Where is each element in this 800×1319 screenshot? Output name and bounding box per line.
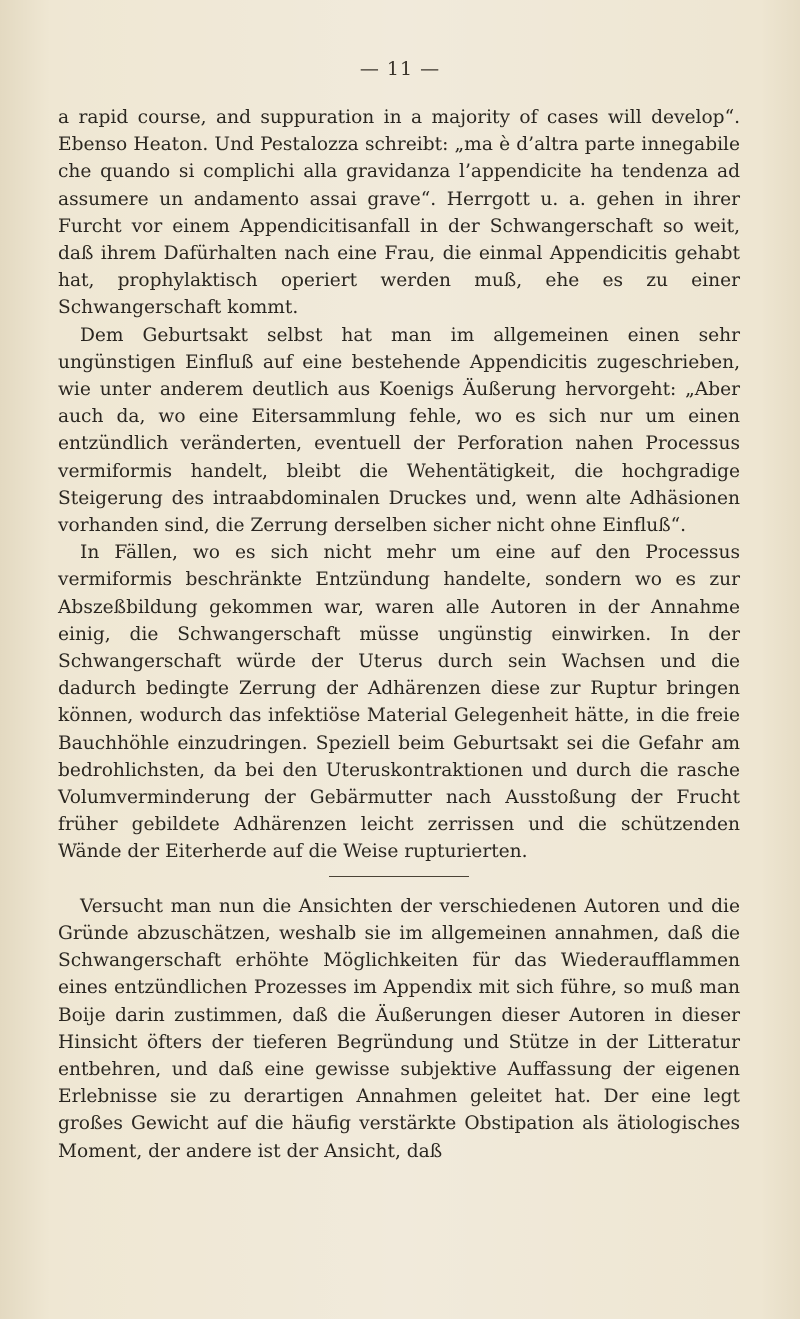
paragraph-2: Dem Geburtsakt selbst hat man im allgemeinen einen sehr ungünstigen Einfluß auf eine bestehende Appendicitis zugeschrieben, wie unter anderem deutlich aus Koenigs Äußerung hervorgeht: „Aber auch da, wo eine Eitersammlung fehle, wo es sich nur um einen entzündlich veränderten, eventuell der Perforation nahen Processus vermiformis handelt, bleibt die Wehentätigkeit, die hochgradige Steigerung des intraabdominalen Druckes und, wenn alte Adhäsionen vorhanden sind, die Zerrung derselben sicher nicht ohne Einfluß“. bbox=[58, 324, 740, 537]
paragraph-3: In Fällen, wo es sich nicht mehr um eine auf den Processus vermiformis beschränkte Entzündung handelte, sondern wo es zur Abszeßbildung gekommen war, waren alle Autoren in der Annahme einig, die Schwangerschaft müsse ungünstig einwirken. In der Schwangerschaft würde der Uterus durch sein Wachsen und die dadurch bedingte Zerrung der Adhärenzen diese zur Ruptur bringen können, wodurch das infektiöse Material Gelegenheit hätte, in die freie Bauchhöhle einzudringen. Speziell beim Geburtsakt sei die Gefahr am bedrohlichsten, da bei den Uteruskontraktionen und durch die rasche Volumverminderung der Gebärmutter nach Ausstoßung der Frucht früher gebildete Adhärenzen leicht zerrissen und die schützenden Wände der Eiterherde auf die Weise rupturierten. bbox=[58, 542, 740, 863]
body-text bbox=[58, 104, 740, 1165]
section-divider bbox=[329, 876, 469, 877]
paragraph-4: Versucht man nun die Ansichten der verschiedenen Autoren und die Gründe abzuschätzen, weshalb sie im allgemeinen annahmen, daß die Schwangerschaft erhöhte Möglichkeiten für das Wiederaufflammen eines entzündlichen Prozesses im Appendix mit sich führe, so muß man Boije darin zustimmen, daß die Äußerungen dieser Autoren in dieser Hinsicht öfters der tieferen Begründung und Stütze in der Litteratur entbehren, und daß eine gewisse subjektive Auffassung der eigenen Erlebnisse sie zu derartigen Annahmen geleitet hat. Der eine legt großes Gewicht auf die häufig verstärkte Obstipation als ätiologisches Moment, der andere ist der Ansicht, daß bbox=[58, 895, 740, 1162]
paragraph-1: a rapid course, and suppuration in a majority of cases will develop“. Ebenso Heaton. Und Pestalozza schreibt: „ma è d’altra parte innegabile che quando si complichi alla gravidanza l’appendicite ha tendenza ad assumere un andamento assai grave“. Herrgott u. a. gehen in ihrer Furcht vor einem Appendicitisanfall in der Schwangerschaft so weit, daß ihrem Dafürhalten nach eine Frau, die einmal Appendicitis gehabt hat, prophylaktisch operiert werden muß, ehe es zu einer Schwangerschaft kommt. bbox=[58, 107, 740, 319]
page-number: — 11 — bbox=[359, 58, 441, 80]
